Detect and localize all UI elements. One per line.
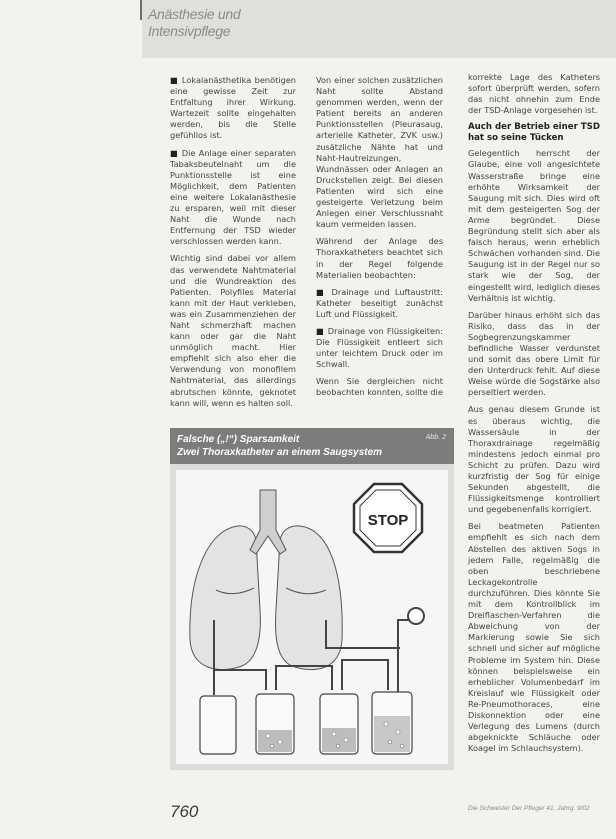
figure-illustration xyxy=(176,470,448,764)
subheading: Auch der Betrieb einer TSD hat so seine Tücken xyxy=(468,122,600,144)
page-edge xyxy=(140,0,142,20)
text-column-3 xyxy=(468,72,600,760)
section-title-line2: Intensivpflege xyxy=(148,23,231,39)
paragraph: Während der Anlage des Thoraxkatheters beachtet sich in der Regel folgende Materialien beobachten: xyxy=(316,236,443,280)
paragraph: Von einer solchen zusätzlichen Naht sollte Abstand genommen werden, wenn der Patient bereits an anderen Punktionsstellen (Pleurasaug, arterielle Katheter, ZVK usw.) zusätzliche Nähte hat und Naht-Hautreizungen, Wundnässen oder Anlagen an Druckstellen zeigt. Bei diesen Patienten wird sich eine gesteigerte Verletzung beim Anlegen einer Verschlussnaht kaum vermeiden lassen. xyxy=(316,75,443,230)
figure-box-title xyxy=(177,433,382,459)
paragraph: ■ Drainage von Flüssigkeiten: Die Flüssigkeit entleert sich unter leichtem Druck oder im Schwall. xyxy=(316,326,443,370)
lungs-illustration xyxy=(190,490,342,670)
illustration-svg xyxy=(176,470,448,764)
paragraph: Darüber hinaus erhöht sich das Risiko, dass das in der Sogbegrenzungskammer befindliche Wasser verdunstet und somit das obere Limit für den Unterdruck fehlt. Auf diese Weise würde die Sogstärke also perseltiert werden. xyxy=(468,309,600,398)
paragraph: Bei beatmeten Patienten empfiehlt es sich nach dem Abstellen des aktiven Sogs in jedem Falle, regelmäßig die oben beschriebene Leckagekontrolle durchzuführen. Dies könnte Sie mit dem Kontrollblick im Dreiflaschen-Verfahren die Abweichung von der Markierung sowie Sie sich schnell und sicher auf mögliche Probleme im System hin. Diese können beispielsweise ein erheblicher Volumenbedarf im Kreislauf wie Flüssigkeit oder Re-Pneumothoraces, eine Diskonnektion oder eine Verlegung des Lumens (durch abgeknickte Schläuche oder Koagel im Schlauchsystem). xyxy=(468,521,600,754)
journal-footer: Die Schwester Der Pfleger 41. Jahrg. 9/02 xyxy=(468,805,590,812)
figure-tag: Abb. 2 xyxy=(425,434,446,441)
figure-title-line2: Zwei Thoraxkatheter an einem Saugsystem xyxy=(177,447,383,458)
paragraph: ■ Drainage und Luftaustritt: Katheter beseitigt zunächst Luft und Flüssigkeit. xyxy=(316,287,443,320)
paragraph: Aus genau diesem Grunde ist es überaus wichtig, die Wassersäule in der Thoraxdrainage regelmäßig mindestens jedoch einmal pro Schicht zu prüfen. Dazu wird kurzfristig der Sog für einige Sekunden abgestellt, die Flüssigkeitsmenge kontrolliert und gegebenenfalls korrigiert. xyxy=(468,404,600,515)
paragraph: korrekte Lage des Katheters sofort überprüft werden, sofern das nicht ohnehin zum Ende der TSD-Anlage vorgesehen ist. xyxy=(468,72,600,116)
paragraph: Wichtig sind dabei vor allem das verwendete Nahtmaterial und die Wundreaktion des Patienten. Polyfiles Material kann mit der Haut verkleben, was ein Zusammenziehen der Naht schmerzhaft machen kann oder gar die Naht unmöglich macht. Hier empfiehlt sich also eher die Verwendung von monofilem Nahtmaterial, das allerdings abrutschen könnte, geknotet kann will, wenn es halten soll. xyxy=(170,253,296,408)
stop-sign-label: STOP xyxy=(367,512,409,529)
paragraph: ■ Die Anlage einer separaten Tabaksbeutelnaht um die Punktionsstelle ist eine Möglichkeit, dem Patienten eine weitere Lokalanästhesie zu ersparen, weil mit dieser Naht die Wunde nach Entfernung der TSD wieder verschlossen werden kann. xyxy=(170,148,296,248)
section-title xyxy=(148,6,240,40)
stop-sign xyxy=(354,484,422,552)
paragraph: ■ Lokalanästhetika benötigen eine gewisse Zeit zur Entfaltung ihrer Wirkung. Wartezeit sollte eingehalten werden, bis die Stelle gefühllos ist. xyxy=(170,75,296,142)
figure-title-line1: Falsche („!“) Sparsamkeit xyxy=(177,434,300,445)
page-number: 760 xyxy=(170,802,199,821)
text-column-2 xyxy=(316,75,443,405)
section-title-line1: Anästhesie und xyxy=(148,6,241,22)
collection-bottles xyxy=(200,692,412,754)
paragraph: Gelegentlich herrscht der Glaube, eine voll angesichtete Wasserstraße bringe eine erhöhte Wirksamkeit der Saugung mit sich. Dies wird oft mit dem gesteigerten Sog der Arme begründet. Diese Begründung stellt sich aber als falsch heraus, wenn erheblich Schwächen vorhanden sind. Die Saugung ist in der Regel nur so stark wie der Sog, der eingestellt wird, lediglich dieses Verhältnis ist wichtig. xyxy=(468,148,600,303)
figure-box-header xyxy=(170,428,454,464)
figure-box xyxy=(170,428,454,770)
paragraph: Wenn Sie dergleichen nicht beobachten konnten, sollte die xyxy=(316,376,443,398)
text-column-1 xyxy=(170,75,296,415)
